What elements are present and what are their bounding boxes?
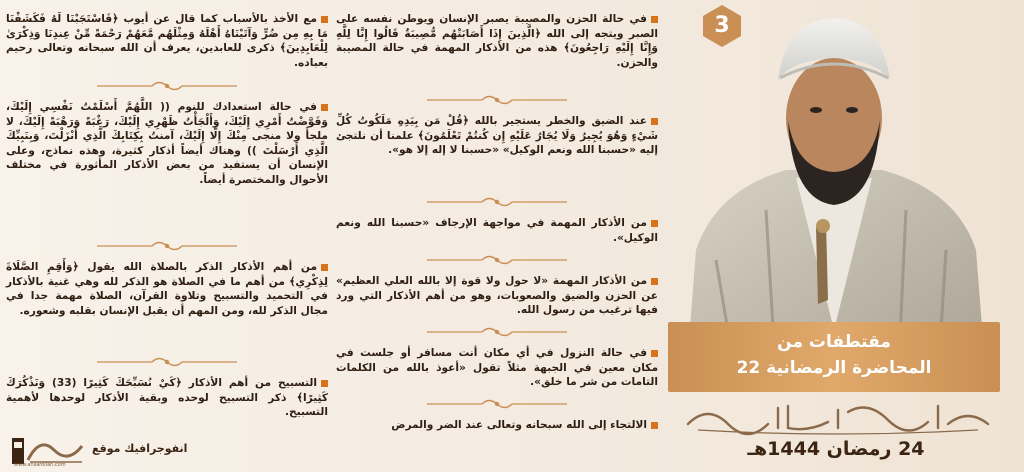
title-line-1: مقتطفات من [777, 332, 891, 352]
ornament-divider [336, 396, 658, 412]
calligraphy-signature [668, 398, 1004, 436]
left-paragraph-4: التسبيح من أهم الأذكار ﴿كَيْ نُسَبِّحَكَ كَثِيرًا (33) وَنَذْكُرَكَ كَثِيرًا﴾ ذكر التسبيح لوحده وبقية الأذكار لوحدها لأهمية التسبيح. [6, 377, 328, 419]
section-number-badge [700, 4, 744, 48]
middle-paragraph-6: الالتجاء إلى الله سبحانه وتعالى عند الضر والمرض [336, 418, 658, 433]
bullet-square-icon [321, 380, 328, 387]
middle-paragraph-3: من الأذكار المهمة في مواجهة الإرجاف «حسبنا الله ونعم الوكيل». [336, 217, 658, 244]
site-url: www.ansarollah.com [14, 462, 66, 468]
middle-paragraph-4: من الأذكار المهمة «لا حول ولا قوة إلا بالله العلي العظيم» عن الحزن والضيق والصعوبات، وهو من أهم الأذكار التي ورد فيها ترغيب من رسول الله. [336, 275, 658, 317]
ornament-divider [6, 78, 328, 94]
bullet-square-icon [651, 16, 658, 23]
bullet-square-icon [321, 16, 328, 23]
badge-number: 3 [714, 13, 730, 38]
title-line-2: المحاضرة الرمضانية 22 [736, 358, 932, 378]
bullet-square-icon [651, 220, 658, 227]
bullet-square-icon [651, 278, 658, 285]
ornament-divider [336, 324, 658, 340]
bullet-square-icon [651, 350, 658, 357]
brand-label: انفوجرافيك موقع [92, 442, 188, 455]
left-paragraph-1: مع الأخذ بالأسباب كما قال عن أيوب ﴿فَاسْتَجَبْنَا لَهُ فَكَشَفْنَا مَا بِهِ مِن ضُرٍّ وَآتَيْنَاهُ أَهْلَهُ وَمِثْلَهُم مَّعَهُمْ رَحْمَةً مِّنْ عِندِنَا وَذِكْرَىٰ لِلْعَابِدِينَ﴾ ذكرى للعابدين، يعرف أن الله سبحانه وتعالى رحيم بعباده. [6, 13, 328, 69]
middle-paragraph-1: في حالة الحزن والمصيبة يصبر الإنسان ويوطن نفسه على الصبر ويتجه إلى الله ﴿الَّذِينَ إِذَا أَصَابَتْهُم مُّصِيبَةٌ قَالُوا إِنَّا لِلَّهِ وَإِنَّا إِلَيْهِ رَاجِعُونَ﴾ هذه من الأذكار المهمة في حالة المصيبة والحزن. [336, 13, 658, 69]
ornament-divider [336, 194, 658, 210]
left-paragraph-2: في حالة استعدادك للنوم (( اللَّهُمَّ أَسْلَمْتُ نَفْسِي إِلَيْكَ، وَفَوَّضْتُ أَمْرِي إِلَيْكَ، وَأَلْجَأْتُ ظَهْرِي إِلَيْكَ، رَغْبَةً وَرَهْبَةً إِلَيْكَ، لا ملجأَ ولا منجى مِنْكَ إِلَّا إِلَيْكَ، آمنتُ بِكِتَابِكَ الَّذِي أَنْزَلْتَ، وَبِنَبِيِّكَ الَّذِي أَرْسَلْتَ )) وهناك أيضاً أذكار كثيرة، وهذه نماذج، وعلى الإنسان أن يستفيد من بعض الأذكار المأثورة في مختلف الأحوال والمختصرة أيضاً. [6, 101, 328, 186]
ornament-divider [336, 252, 658, 268]
bullet-square-icon [651, 422, 658, 429]
left-paragraph-3: من أهم الأذكار الذكر بالصلاة الله يقول ﴿وَأَقِمِ الصَّلَاةَ لِذِكْرِي﴾ من أهم ما في الصلاة هو الذكر لله وهي غنية بالأذكار في التحميد والتسبيح وتلاوة القرآن، الصلاة مهمة جدا في مجال الذكر لله، ومن المهم أن يقبل الإنسان بقلبه وشعوره. [6, 261, 328, 317]
ornament-divider [6, 238, 328, 254]
middle-paragraph-5: في حالة النزول في أي مكان أنت مسافر أو جلست في مكان معين في الجبهة مثلاً تقول «أعوذ بالله من الكلمات التامات من شر ما خلق». [336, 347, 658, 389]
bullet-square-icon [651, 118, 658, 125]
bullet-square-icon [321, 264, 328, 271]
middle-text-column [336, 12, 658, 433]
middle-paragraph-2: عند الضيق والخطر يستجير بالله ﴿قُلْ مَن بِيَدِهِ مَلَكُوتُ كُلِّ شَيْءٍ وَهُوَ يُجِيرُ وَلَا يُجَارُ عَلَيْهِ إِن كُنتُمْ تَعْلَمُونَ﴾ علمنا أن نلتجئ إليه «حسبنا الله ونعم الوكيل» «حسبنا لا إله إلا هو». [336, 115, 658, 157]
bullet-square-icon [321, 104, 328, 111]
title-banner [668, 322, 1000, 392]
ornament-divider [336, 92, 658, 108]
ornament-divider [6, 354, 328, 370]
left-text-column [6, 12, 328, 420]
lecture-date: 24 رمضان 1444هـ [747, 438, 925, 460]
